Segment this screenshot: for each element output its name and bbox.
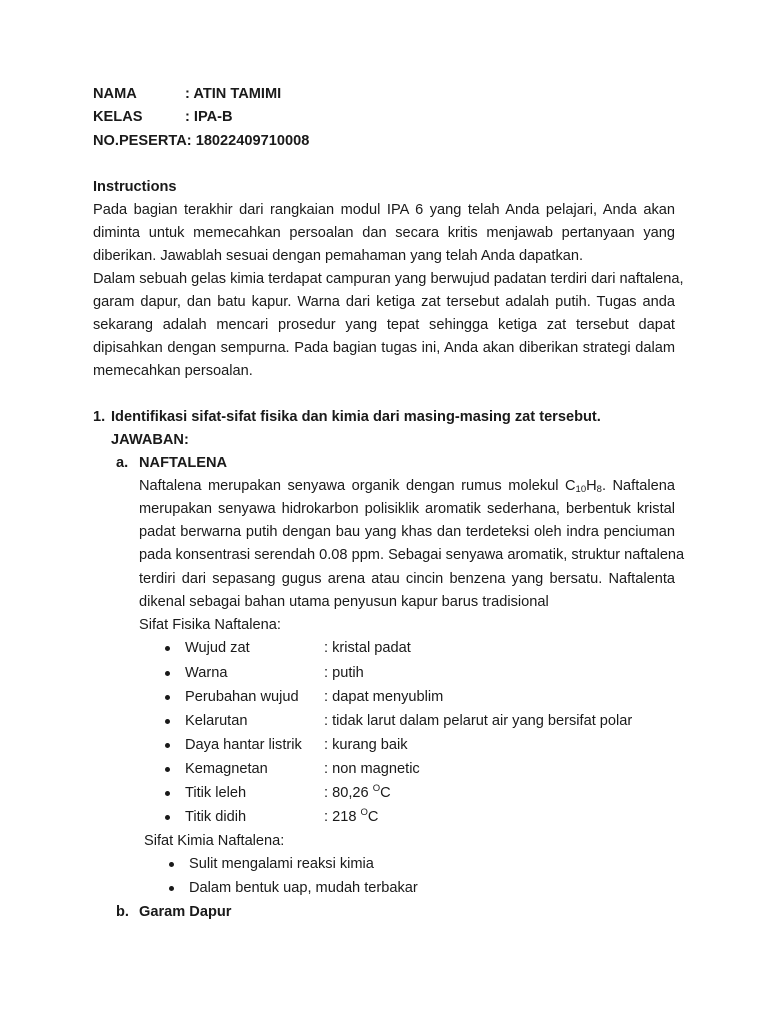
nama-value: : ATIN TAMIMI (185, 86, 282, 102)
text-line: padat berwarna putih dengan bau yang khas dan terdeteksi oleh indra penciuman (139, 524, 675, 540)
peserta-number: NO.PESERTA: 18022409710008 (93, 133, 310, 149)
list-item-value: : putih (324, 665, 364, 681)
nama-label: NAMA (93, 86, 137, 102)
text-line: dipisahkan dengan sempurna. Pada bagian tugas ini, Anda akan diberikan strategi dalam (93, 340, 675, 356)
jawaban-label: JAWABAN: (111, 432, 189, 448)
question-text: Identifikasi sifat-sifat fisika dan kimia dari masing-masing zat tersebut. (111, 409, 601, 425)
bullet-icon (165, 646, 170, 651)
text-line: Pada bagian terakhir dari rangkaian modul IPA 6 yang telah Anda pelajari, Anda akan (93, 202, 675, 218)
text-line: pada konsentrasi serendah 0.08 ppm. Sebagai senyawa aromatik, struktur naftalena (139, 547, 685, 563)
bullet-icon (165, 743, 170, 748)
text-line: diminta untuk memecahkan persoalan dan secara kritis menjawab pertanyaan yang (93, 225, 675, 241)
list-item-label: Warna (185, 665, 228, 681)
text-line: memecahkan persoalan. (93, 363, 253, 379)
text-line: dikenal sebagai bahan utama penyusun kapur barus tradisional (139, 594, 549, 610)
list-item: Dalam bentuk uap, mudah terbakar (189, 880, 418, 896)
kelas-value: : IPA-B (185, 109, 233, 125)
bullet-icon (165, 815, 170, 820)
bullet-icon (165, 767, 170, 772)
list-item-label: Wujud zat (185, 640, 250, 656)
list-item-value: : 80,26 $^O$C (324, 783, 391, 801)
instructions-title: Instructions (93, 179, 177, 195)
question-number: 1. (93, 409, 106, 425)
bullet-icon (165, 671, 170, 676)
text-line: Dalam sebuah gelas kimia terdapat campuran yang berwujud padatan terdiri dari naftalena, (93, 271, 684, 287)
bullet-icon (165, 791, 170, 796)
list-item-value: : dapat menyublim (324, 689, 444, 705)
list-item-value: : kurang baik (324, 737, 408, 753)
section-b-title: Garam Dapur (139, 904, 232, 920)
text-line-formula: Naftalena merupakan senyawa organik dengan rumus molekul $C_{10}H_8$. Naftalena (139, 478, 675, 495)
list-item-label: Perubahan wujud (185, 689, 299, 705)
text-line: garam dapur, dan batu kapur. Warna dari ketiga zat tersebut adalah putih. Tugas anda (93, 294, 675, 310)
list-item-label: Titik didih (185, 809, 247, 825)
list-item-value: : non magnetic (324, 761, 420, 777)
list-item-label: Kelarutan (185, 713, 248, 729)
list-item-value: : 218 $^O$C (324, 807, 379, 825)
list-item-value: : tidak larut dalam pelarut air yang bersifat polar (324, 713, 633, 729)
section-b-letter: b. (116, 904, 129, 920)
fisika-title: Sifat Fisika Naftalena: (139, 617, 281, 633)
list-item-value: : kristal padat (324, 640, 411, 656)
bullet-icon (169, 862, 174, 867)
list-item-label: Titik leleh (185, 785, 247, 801)
list-item-label: Kemagnetan (185, 761, 268, 777)
bullet-icon (165, 695, 170, 700)
list-item-label: Daya hantar listrik (185, 737, 302, 753)
bullet-icon (169, 886, 174, 891)
kelas-label: KELAS (93, 109, 143, 125)
bullet-icon (165, 719, 170, 724)
text-line: sekarang adalah mencari prosedur yang tepat sehingga ketiga zat tersebut dapat (93, 317, 675, 333)
section-a-title: NAFTALENA (139, 455, 228, 471)
text-line: merupakan senyawa hidrokarbon polisiklik aromatik sederhana, berbentuk kristal (139, 501, 675, 517)
section-a-letter: a. (116, 455, 129, 471)
list-item: Sulit mengalami reaksi kimia (189, 856, 374, 872)
text-line: terdiri dari sepasang gugus arena atau cincin benzena yang bersatu. Naftalenta (139, 571, 675, 587)
text-line: diberikan. Jawablah sesuai dengan pemahaman yang telah Anda dapatkan. (93, 248, 584, 264)
kimia-title: Sifat Kimia Naftalena: (144, 833, 285, 849)
